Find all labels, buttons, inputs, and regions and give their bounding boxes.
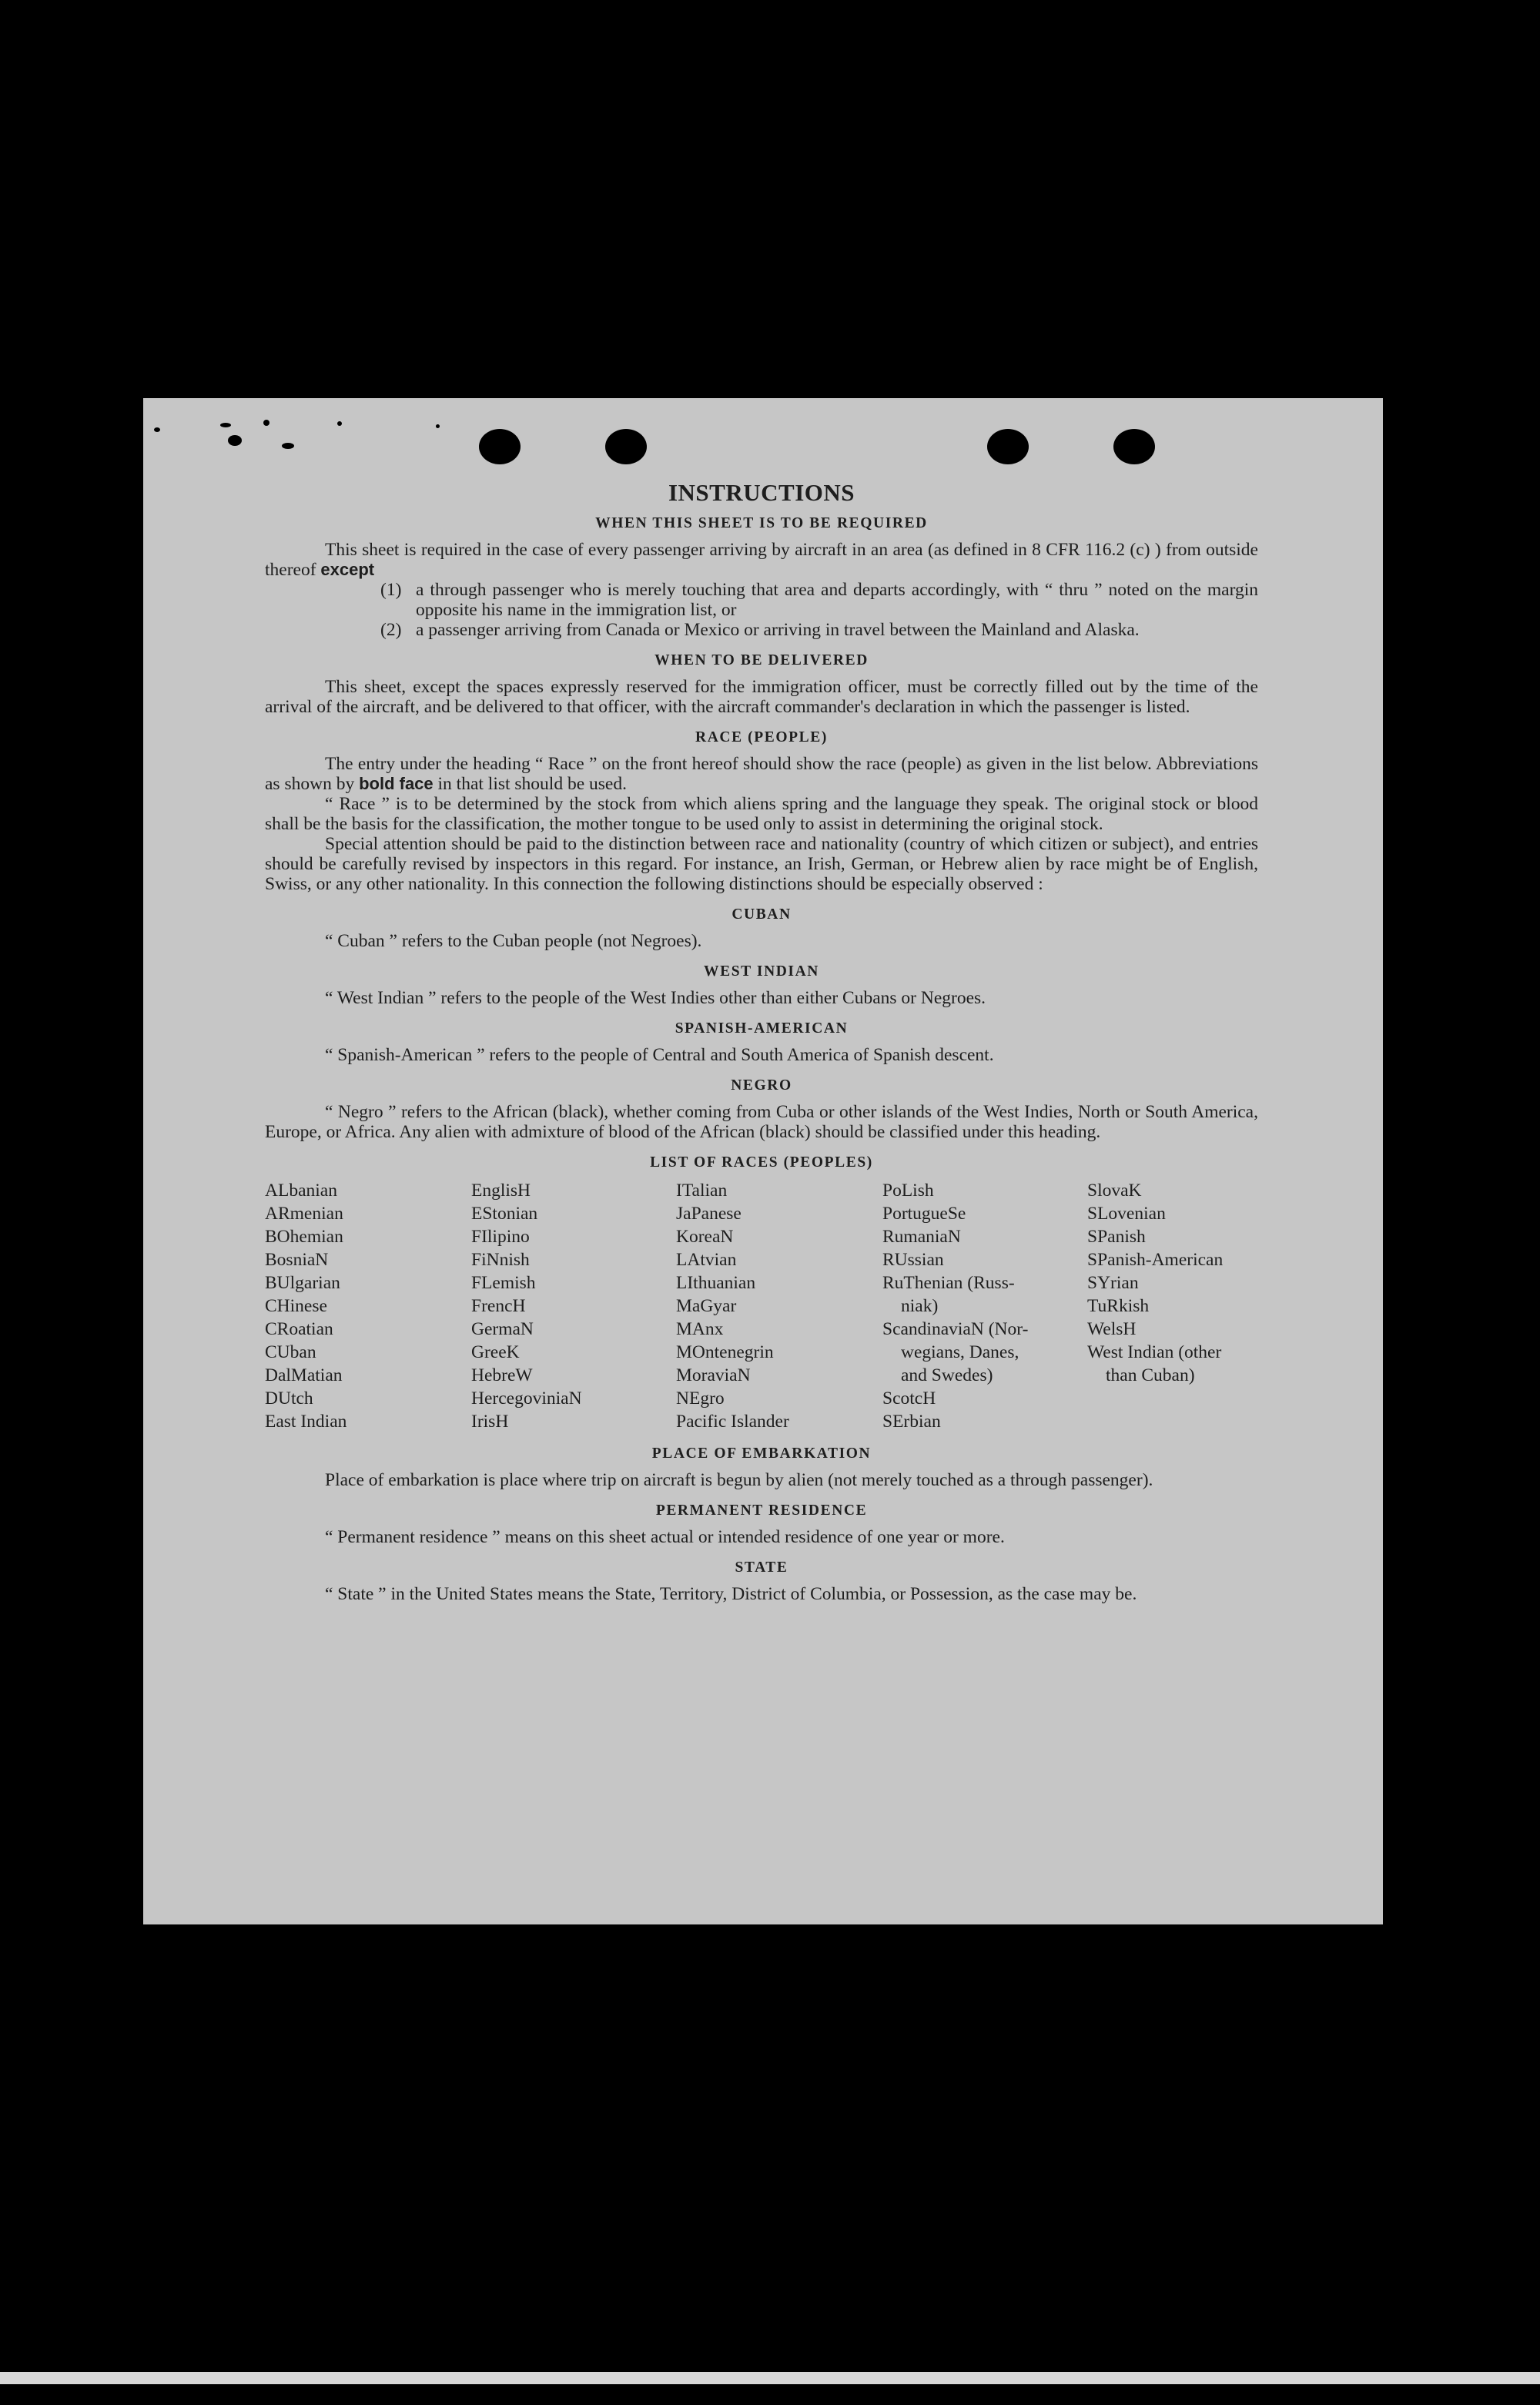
race-entry: NEgro: [676, 1388, 725, 1408]
race-entry: WelsH: [1087, 1319, 1137, 1339]
heading-list-of-races: LIST OF RACES (PEOPLES): [650, 1154, 873, 1171]
races-list: [265, 1179, 1258, 1433]
race-entry: MaGyar: [676, 1296, 737, 1316]
race-entry: FiNnish: [471, 1250, 530, 1270]
race-entry: ARmenian: [265, 1204, 343, 1224]
scan-edge-strip: [0, 2372, 1540, 2384]
race-entry: ScandinaviaN (Nor-: [882, 1319, 1029, 1339]
races-column-1: [265, 1179, 471, 1433]
race-entry: CHinese: [265, 1296, 327, 1316]
heading-spanish-american: SPANISH-AMERICAN: [675, 1020, 849, 1037]
item-number: (2): [380, 620, 402, 640]
race-entry: HebreW: [471, 1365, 533, 1385]
race-entry: BOhemian: [265, 1227, 343, 1247]
race-entry-continued: niak): [901, 1296, 939, 1316]
race-entry: DalMatian: [265, 1365, 343, 1385]
list-item: [380, 580, 1258, 620]
race-entry: PoLish: [882, 1181, 934, 1201]
list-item: [380, 620, 1258, 640]
speck-mark: [337, 421, 342, 426]
race-entry: FLemish: [471, 1273, 536, 1293]
state-text: “ State ” in the United States means the State, Territory, District of Columbia, or Possession, as the case may be.: [325, 1584, 1137, 1604]
when-required-bold: except: [320, 560, 375, 579]
race-entry: ALbanian: [265, 1181, 337, 1201]
race-entry: DUtch: [265, 1388, 313, 1408]
instructions-content: [265, 479, 1258, 1604]
race-entry: SLovenian: [1087, 1204, 1166, 1224]
speck-mark: [228, 435, 242, 446]
race-entry: ScotcH: [882, 1388, 936, 1408]
item-text: a passenger arriving from Canada or Mexico or arriving in travel between the Mainland and Alaska.: [416, 620, 1140, 640]
item-number: (1): [380, 580, 402, 600]
race-entry: GreeK: [471, 1342, 520, 1362]
speck-mark: [154, 427, 160, 432]
race-entry: FrencH: [471, 1296, 526, 1316]
document-page: [143, 398, 1383, 1924]
negro-text: “ Negro ” refers to the African (black), whether coming from Cuba or other islands of the West Indies, North or South America, Europe, or Africa. Any alien with admixture of blood of the African (black) should be classified under this heading.: [265, 1102, 1258, 1142]
race-entry: ITalian: [676, 1181, 728, 1201]
permanent-residence-text: “ Permanent residence ” means on this sheet actual or intended residence of one year or more.: [325, 1527, 1005, 1547]
race-entry: GermaN: [471, 1319, 534, 1339]
place-of-embarkation-text: Place of embarkation is place where trip on aircraft is begun by alien (not merely touched as a through passenger).: [325, 1470, 1153, 1490]
heading-when-required: WHEN THIS SHEET IS TO BE REQUIRED: [595, 515, 928, 531]
race-entry: East Indian: [265, 1412, 347, 1432]
race-paragraph-3: Special attention should be paid to the distinction between race and nationality (country of which citizen or subject), and entries should be carefully revised by inspectors in this regard. For instance, an Irish, German, or Hebrew alien by race might be of English, Swiss, or any other nationality. In this connection the following distinctions should be especially observed :: [265, 834, 1258, 894]
race-entry: SErbian: [882, 1412, 941, 1432]
races-column-3: [676, 1179, 882, 1433]
heading-when-delivered: WHEN TO BE DELIVERED: [654, 652, 869, 668]
heading-negro: NEGRO: [731, 1077, 792, 1094]
race-p1-a: The entry under the heading “ Race ” on the front hereof should show the race (people) as given in the list below. Abbreviations as shown by: [265, 754, 1258, 794]
races-column-4: [882, 1179, 1087, 1433]
race-entry-continued: and Swedes): [901, 1365, 993, 1385]
race-entry: FIlipino: [471, 1227, 530, 1247]
heading-west-indian: WEST INDIAN: [704, 963, 819, 980]
race-entry: MOntenegrin: [676, 1342, 774, 1362]
speck-mark: [263, 420, 270, 426]
race-entry: MoraviaN: [676, 1365, 751, 1385]
race-entry: Pacific Islander: [676, 1412, 789, 1432]
when-required-intro: This sheet is required in the case of every passenger arriving by aircraft in an area (as defined in 8 CFR 116.2 (c) ) from outside thereof: [265, 540, 1258, 580]
cuban-text: “ Cuban ” refers to the Cuban people (not Negroes).: [325, 931, 702, 951]
races-column-2: [471, 1179, 676, 1433]
race-entry: RuThenian (Russ-: [882, 1273, 1015, 1293]
speck-mark: [282, 443, 294, 449]
race-entry: EnglisH: [471, 1181, 531, 1201]
race-p1-bold: bold face: [359, 774, 434, 793]
race-entry: IrisH: [471, 1412, 509, 1432]
speck-mark: [220, 423, 231, 427]
heading-race: RACE (PEOPLE): [695, 729, 828, 745]
speck-mark: [436, 424, 440, 428]
punch-hole-2: [605, 429, 647, 464]
race-entry: KoreaN: [676, 1227, 734, 1247]
race-entry: BUlgarian: [265, 1273, 340, 1293]
heading-permanent-residence: PERMANENT RESIDENCE: [655, 1502, 868, 1519]
race-entry: SlovaK: [1087, 1181, 1142, 1201]
race-entry: RumaniaN: [882, 1227, 961, 1247]
race-entry: BosniaN: [265, 1250, 329, 1270]
punch-hole-3: [987, 429, 1029, 464]
race-entry: LAtvian: [676, 1250, 737, 1270]
race-entry: MAnx: [676, 1319, 724, 1339]
race-entry: TuRkish: [1087, 1296, 1150, 1316]
race-entry-continued: than Cuban): [1106, 1365, 1195, 1385]
race-entry-continued: wegians, Danes,: [901, 1342, 1019, 1362]
race-entry: SPanish-American: [1087, 1250, 1224, 1270]
race-entry: LIthuanian: [676, 1273, 756, 1293]
race-paragraph-1: [265, 754, 1258, 794]
race-entry: JaPanese: [676, 1204, 742, 1224]
race-p1-b: in that list should be used.: [437, 774, 627, 794]
west-indian-text: “ West Indian ” refers to the people of the West Indies other than either Cubans or Negroes.: [325, 988, 986, 1008]
race-entry: CRoatian: [265, 1319, 333, 1339]
heading-cuban: CUBAN: [732, 906, 792, 923]
races-column-5: [1087, 1179, 1258, 1433]
race-entry: CUban: [265, 1342, 316, 1362]
race-entry: HercegoviniaN: [471, 1388, 582, 1408]
page-title: INSTRUCTIONS: [668, 479, 855, 506]
race-entry: RUssian: [882, 1250, 944, 1270]
punch-hole-4: [1113, 429, 1155, 464]
race-entry: PortugueSe: [882, 1204, 966, 1224]
race-entry: EStonian: [471, 1204, 538, 1224]
race-entry: SPanish: [1087, 1227, 1146, 1247]
when-delivered-text: This sheet, except the spaces expressly reserved for the immigration officer, must be correctly filled out by the time of the arrival of the aircraft, and be delivered to that officer, with the aircraft commander's declaration in which the passenger is listed.: [265, 677, 1258, 717]
race-entry: West Indian (other: [1087, 1342, 1222, 1362]
item-text: a through passenger who is merely touching that area and departs accordingly, with “ thru ” noted on the margin opposite his name in the immigration list, or: [416, 580, 1258, 620]
heading-place-of-embarkation: PLACE OF EMBARKATION: [651, 1445, 872, 1462]
race-paragraph-2: “ Race ” is to be determined by the stock from which aliens spring and the language they speak. The original stock or blood shall be the basis for the classification, the mother tongue to be used only to assist in determining the original stock.: [265, 794, 1258, 834]
spanish-american-text: “ Spanish-American ” refers to the people of Central and South America of Spanish descent.: [325, 1045, 994, 1065]
punch-hole-1: [479, 429, 521, 464]
race-entry: SYrian: [1087, 1273, 1139, 1293]
when-required-text: [265, 540, 1258, 580]
heading-state: STATE: [735, 1559, 788, 1576]
